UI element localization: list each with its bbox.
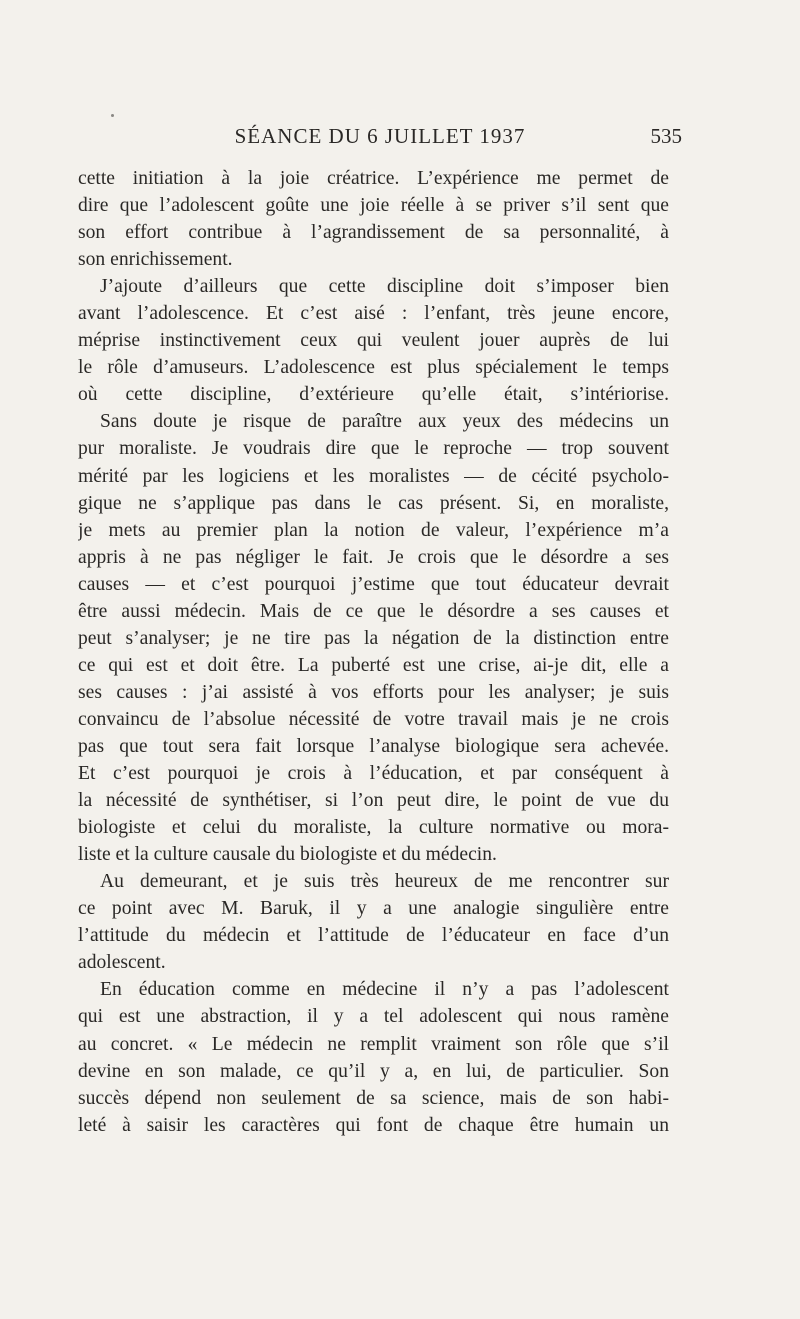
print-speck bbox=[111, 114, 114, 117]
text-line: la nécessité de synthétiser, si l’on peut dire, le point de vue du bbox=[78, 790, 669, 812]
text-line: qui est une abstraction, il y a tel adolescent qui nous ramène bbox=[78, 1006, 669, 1028]
text-line: pur moraliste. Je voudrais dire que le reproche — trop souvent bbox=[78, 438, 669, 460]
body-text bbox=[78, 165, 669, 1139]
text-line: l’attitude du médecin et l’attitude de l’éducateur en face d’un bbox=[78, 925, 669, 947]
text-line: son enrichissement. bbox=[78, 249, 233, 271]
text-line: liste et la culture causale du biologiste et du médecin. bbox=[78, 844, 497, 866]
text-line: ses causes : j’ai assisté à vos efforts pour les analyser; je suis bbox=[78, 681, 669, 703]
text-line: où cette discipline, d’extérieure qu’elle était, s’intériorise. bbox=[78, 384, 669, 406]
text-line: gique ne s’applique pas dans le cas présent. Si, en moraliste, bbox=[78, 492, 669, 514]
text-line: ce qui est et doit être. La puberté est une crise, ai-je dit, elle a bbox=[78, 654, 669, 676]
text-line: causes — et c’est pourquoi j’estime que tout éducateur devrait bbox=[78, 573, 669, 595]
text-line: peut s’analyser; je ne tire pas la négation de la distinction entre bbox=[78, 627, 669, 649]
text-line: le rôle d’amuseurs. L’adolescence est plus spécialement le temps bbox=[78, 357, 669, 379]
text-line: devine en son malade, ce qu’il y a, en lui, de particulier. Son bbox=[78, 1060, 669, 1082]
text-line: ce point avec M. Baruk, il y a une analogie singulière entre bbox=[78, 898, 669, 920]
text-line: mérité par les logiciens et les moralistes — de cécité psycholo- bbox=[78, 465, 669, 487]
text-line: méprise instinctivement ceux qui veulent jouer auprès de lui bbox=[78, 330, 669, 352]
running-title: SÉANCE DU 6 JUILLET 1937 bbox=[234, 124, 526, 148]
page-number: 535 bbox=[650, 124, 682, 148]
text-line: J’ajoute d’ailleurs que cette discipline doit s’imposer bien bbox=[100, 276, 669, 298]
text-line: convaincu de l’absolue nécessité de votre travail mais je ne crois bbox=[78, 708, 669, 730]
text-line: avant l’adolescence. Et c’est aisé : l’enfant, très jeune encore, bbox=[78, 303, 669, 325]
text-line: biologiste et celui du moraliste, la culture normative ou mora- bbox=[78, 817, 669, 839]
text-line: adolescent. bbox=[78, 952, 166, 974]
text-line: je mets au premier plan la notion de valeur, l’expérience m’a bbox=[78, 519, 669, 541]
text-line: succès dépend non seulement de sa science, mais de son habi- bbox=[78, 1087, 669, 1109]
text-line: son effort contribue à l’agrandissement de sa personnalité, à bbox=[78, 222, 669, 244]
text-line: Sans doute je risque de paraître aux yeux des médecins un bbox=[100, 411, 669, 433]
text-line: appris à ne pas négliger le fait. Je crois que le désordre a ses bbox=[78, 546, 669, 568]
text-line: leté à saisir les caractères qui font de chaque être humain un bbox=[78, 1114, 669, 1136]
text-line: cette initiation à la joie créatrice. L’expérience me permet de bbox=[78, 168, 669, 189]
text-line: Au demeurant, et je suis très heureux de me rencontrer sur bbox=[100, 871, 669, 893]
text-line: au concret. « Le médecin ne remplit vraiment son rôle que s’il bbox=[78, 1033, 669, 1055]
text-line: En éducation comme en médecine il n’y a pas l’adolescent bbox=[100, 979, 669, 1001]
running-head bbox=[78, 120, 682, 154]
text-line: Et c’est pourquoi je crois à l’éducation, et par conséquent à bbox=[78, 763, 669, 785]
text-line: pas que tout sera fait lorsque l’analyse biologique sera achevée. bbox=[78, 735, 669, 757]
text-line: être aussi médecin. Mais de ce que le désordre a ses causes et bbox=[78, 600, 669, 622]
text-line: dire que l’adolescent goûte une joie réelle à se priver s’il sent que bbox=[78, 195, 669, 217]
